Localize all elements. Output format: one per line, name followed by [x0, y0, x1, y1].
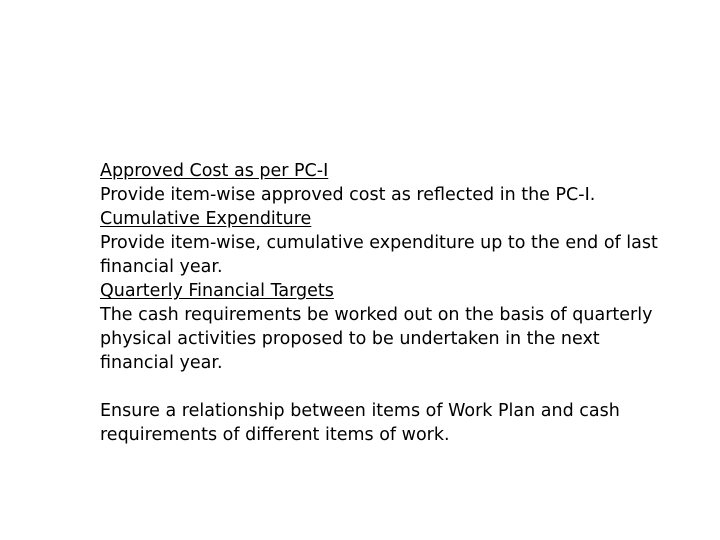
section-heading-quarterly-targets: Quarterly Financial Targets	[100, 281, 334, 301]
closing-note: Ensure a relationship between items of Work Plan and cash requirements of different items of work.	[100, 401, 620, 445]
section-heading-cumulative-expenditure: Cumulative Expenditure	[100, 209, 312, 229]
paragraph-spacer	[100, 375, 660, 399]
section-text-quarterly-targets: The cash requirements be worked out on the basis of quarterly physical activities proposed to be undertaken in the next financial year.	[100, 305, 653, 373]
slide-body	[100, 159, 660, 447]
section-text-cumulative-expenditure: Provide item-wise, cumulative expenditure up to the end of last financial year.	[100, 233, 658, 277]
section-heading-approved-cost: Approved Cost as per PC-I	[100, 161, 329, 181]
section-text-approved-cost: Provide item-wise approved cost as reflected in the PC-I.	[100, 185, 596, 205]
